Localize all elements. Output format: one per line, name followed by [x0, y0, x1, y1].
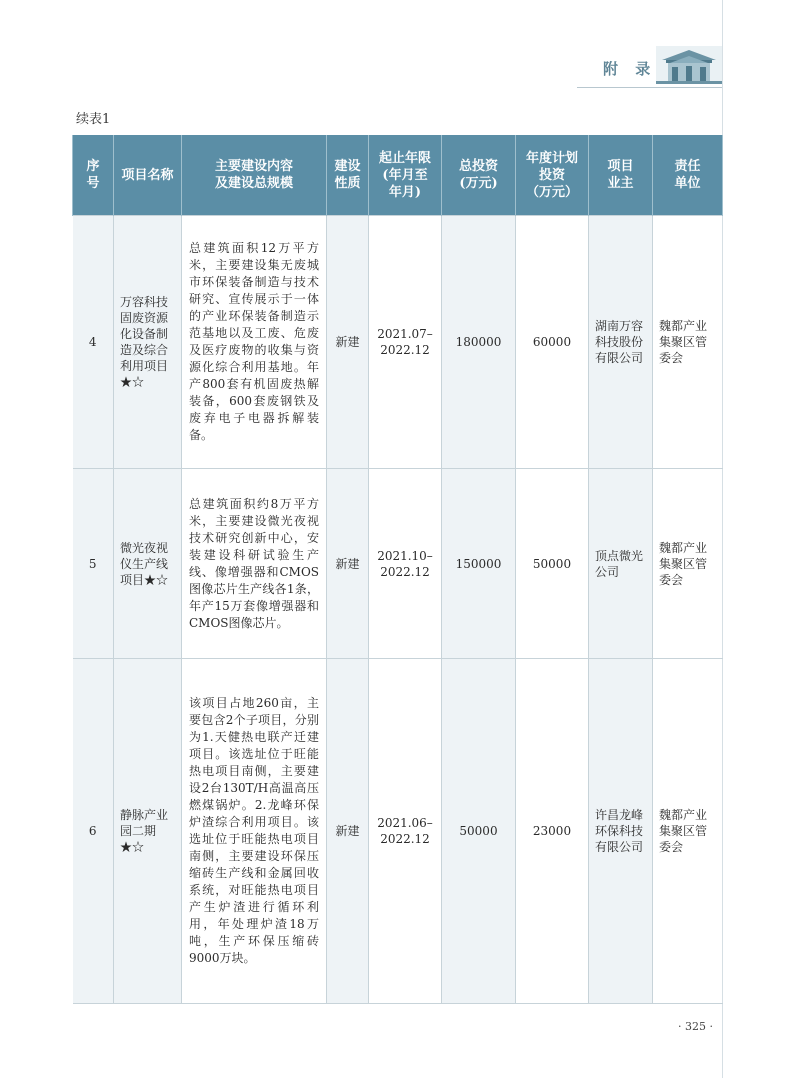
row-name: 静脉产业园二期★☆: [114, 659, 182, 1004]
table-row: [73, 469, 723, 659]
table-row: [73, 216, 723, 469]
row-period: 2021.10–2022.12: [369, 469, 442, 659]
row-period: 2021.07–2022.12: [369, 216, 442, 469]
page-number: · 325 ·: [678, 1020, 713, 1033]
row-no: 5: [73, 469, 114, 659]
col-header-name: 项目名称: [114, 135, 182, 216]
col-header-no: 序 号: [73, 135, 114, 216]
col-header-period: 起止年限 (年月至 年月): [369, 135, 442, 216]
row-scope: 总建筑面积约8万平方米，主要建设微光夜视技术研究创新中心，安装建设科研试验生产线、像增强器和CMOS图像芯片生产线各1条，年产15万套像增强器和CMOS图像芯片。: [182, 469, 327, 659]
row-nature: 新建: [327, 659, 369, 1004]
row-resp: 魏都产业集聚区管委会: [653, 469, 723, 659]
col-header-annual: 年度计划 投资 （万元）: [516, 135, 589, 216]
col-header-nature: 建设 性质: [327, 135, 369, 216]
row-scope: 该项目占地260亩，主要包含2个子项目，分别为1.天健热电联产迁建项目。该选址位于旺能热电项目南侧，主要建设2台130T/H高温高压燃煤锅炉。2.龙峰环保炉渣综合利用项目。该选址位于旺能热电项目南侧，主要建设环保压缩砖生产线和金属回收系统，对旺能热电项目产生炉渣进行循环利用，年处理炉渣18万吨，生产环保压缩砖9000万块。: [182, 659, 327, 1004]
row-owner: 顶点微光公司: [589, 469, 653, 659]
row-total: 180000: [442, 216, 516, 469]
row-annual: 50000: [516, 469, 589, 659]
row-total: 50000: [442, 659, 516, 1004]
row-nature: 新建: [327, 469, 369, 659]
col-header-total: 总投资 (万元): [442, 135, 516, 216]
row-owner: 许昌龙峰环保科技有限公司: [589, 659, 653, 1004]
row-name: 微光夜视仪生产线项目★☆: [114, 469, 182, 659]
section-label: 附 录: [603, 60, 657, 78]
col-header-resp: 责任 单位: [653, 135, 723, 216]
row-nature: 新建: [327, 216, 369, 469]
col-header-owner: 项目 业主: [589, 135, 653, 216]
project-table: [72, 135, 723, 1004]
row-owner: 湖南万容科技股份有限公司: [589, 216, 653, 469]
table-row: [73, 659, 723, 1004]
header-rule: [577, 87, 722, 88]
row-period: 2021.06–2022.12: [369, 659, 442, 1004]
row-total: 150000: [442, 469, 516, 659]
row-resp: 魏都产业集聚区管委会: [653, 216, 723, 469]
row-scope: 总建筑面积12万平方米，主要建设集无废城市环保装备制造与技术研究、宣传展示于一体的产业环保装备制造示范基地以及工废、危废及医疗废物的收集与资源化综合利用基地。年产800套有机固废热解装备，600套废钢铁及废弃电子电器拆解装备。: [182, 216, 327, 469]
continued-label: 续表1: [76, 112, 111, 127]
gate-icon: [656, 46, 722, 84]
row-annual: 23000: [516, 659, 589, 1004]
row-no: 6: [73, 659, 114, 1004]
row-annual: 60000: [516, 216, 589, 469]
row-no: 4: [73, 216, 114, 469]
table-header-row: [73, 135, 723, 216]
row-resp: 魏都产业集聚区管委会: [653, 659, 723, 1004]
col-header-scope: 主要建设内容 及建设总规模: [182, 135, 327, 216]
row-name: 万容科技固废资源化设备制造及综合利用项目★☆: [114, 216, 182, 469]
